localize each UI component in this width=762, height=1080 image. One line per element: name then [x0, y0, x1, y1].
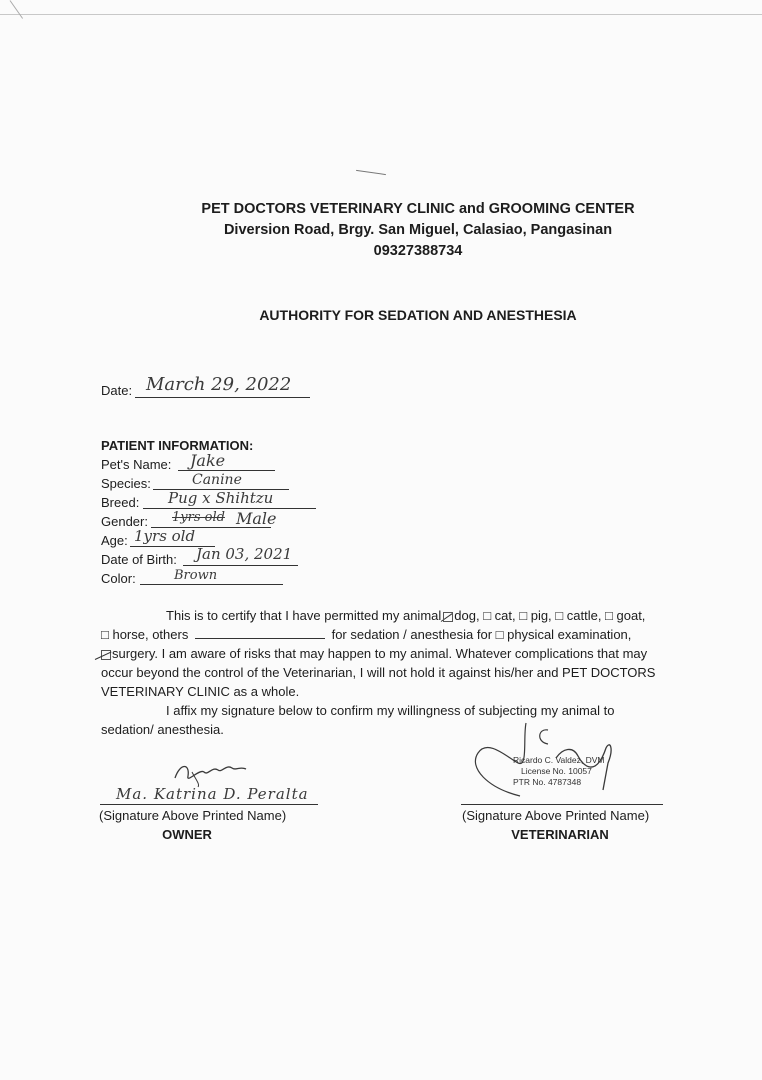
cert-line-1c: □ cat, □ pig, □ cattle, □ goat,	[483, 608, 646, 623]
surgery-checkbox-checked	[101, 649, 110, 658]
dog-checkbox-checked	[443, 611, 452, 620]
gender-struck-value: 1yrs old	[172, 510, 225, 525]
date-value: March 29, 2022	[146, 374, 292, 395]
clinic-name: PET DOCTORS VETERINARY CLINIC and GROOMING CENTER	[201, 201, 635, 217]
clinic-phone: 09327388734	[373, 243, 463, 259]
others-blank	[195, 638, 325, 639]
affix-line-2: sedation/ anesthesia.	[101, 722, 224, 737]
dob-label: Date of Birth:	[101, 552, 177, 567]
pet-name-value: Jake	[190, 451, 226, 470]
cert-line-1a: This is to certify that I have permitted my animal	[166, 608, 442, 623]
cert-line-3: surgery. I am aware of risks that may happen to my animal. Whatever complications that may	[101, 644, 701, 663]
owner-role: OWNER	[162, 827, 212, 842]
pet-name-label: Pet's Name:	[101, 457, 172, 472]
cert-line-1	[166, 606, 706, 625]
breed-line	[143, 508, 316, 509]
gender-value: Male	[236, 509, 277, 528]
cert-line-2	[101, 625, 701, 644]
species-value: Canine	[192, 472, 242, 488]
cert-line-1b: dog,	[454, 608, 480, 623]
vet-stamp-ptr: PTR No. 4787348	[513, 777, 582, 787]
cert-line-5: VETERINARY CLINIC as a whole.	[101, 684, 300, 699]
vet-stamp	[513, 755, 613, 788]
affix-line-1: I affix my signature below to confirm my willingness of subjecting my animal to	[166, 703, 615, 718]
vet-role: VETERINARIAN	[511, 827, 609, 842]
owner-caption: (Signature Above Printed Name)	[99, 808, 287, 823]
age-value: 1yrs old	[134, 527, 196, 545]
vet-stamp-name: Ricardo C. Valdez, DVM	[513, 755, 605, 765]
color-label: Color:	[101, 571, 136, 586]
clinic-address: Diversion Road, Brgy. San Miguel, Calasiao, Pangasinan	[223, 222, 613, 238]
vet-signature-line	[461, 804, 663, 805]
scan-corner-mark	[10, 0, 23, 19]
age-label: Age:	[101, 533, 128, 548]
breed-value: Pug x Shihtzu	[168, 489, 274, 507]
color-line	[140, 584, 283, 585]
species-label: Species:	[101, 476, 151, 491]
vet-caption: (Signature Above Printed Name)	[462, 808, 650, 823]
breed-label: Breed:	[101, 495, 140, 510]
dob-value: Jan 03, 2021	[196, 545, 293, 563]
vet-stamp-license: License No. 10057	[521, 766, 592, 776]
dob-line	[183, 565, 298, 566]
date-label: Date:	[101, 383, 133, 398]
cert-line-4: occur beyond the control of the Veterinarian, I will not hold it against his/her and PET DOCTORS	[101, 665, 656, 680]
scan-dash-mark	[356, 170, 386, 175]
owner-signature-line	[100, 804, 318, 805]
owner-printed-name: Ma. Katrina D. Peralta	[116, 785, 309, 803]
scan-top-edge	[0, 14, 762, 15]
color-value: Brown	[174, 568, 218, 583]
gender-label: Gender:	[101, 514, 148, 529]
date-line	[135, 397, 310, 398]
patient-info-heading: PATIENT INFORMATION:	[101, 438, 254, 453]
form-title: AUTHORITY FOR SEDATION AND ANESTHESIA	[259, 307, 577, 323]
owner-signature	[170, 758, 260, 788]
cert-line-2b: for sedation / anesthesia for □ physical examination,	[331, 627, 632, 642]
pet-name-line	[178, 470, 275, 471]
cert-line-2a: □ horse, others	[101, 627, 189, 642]
